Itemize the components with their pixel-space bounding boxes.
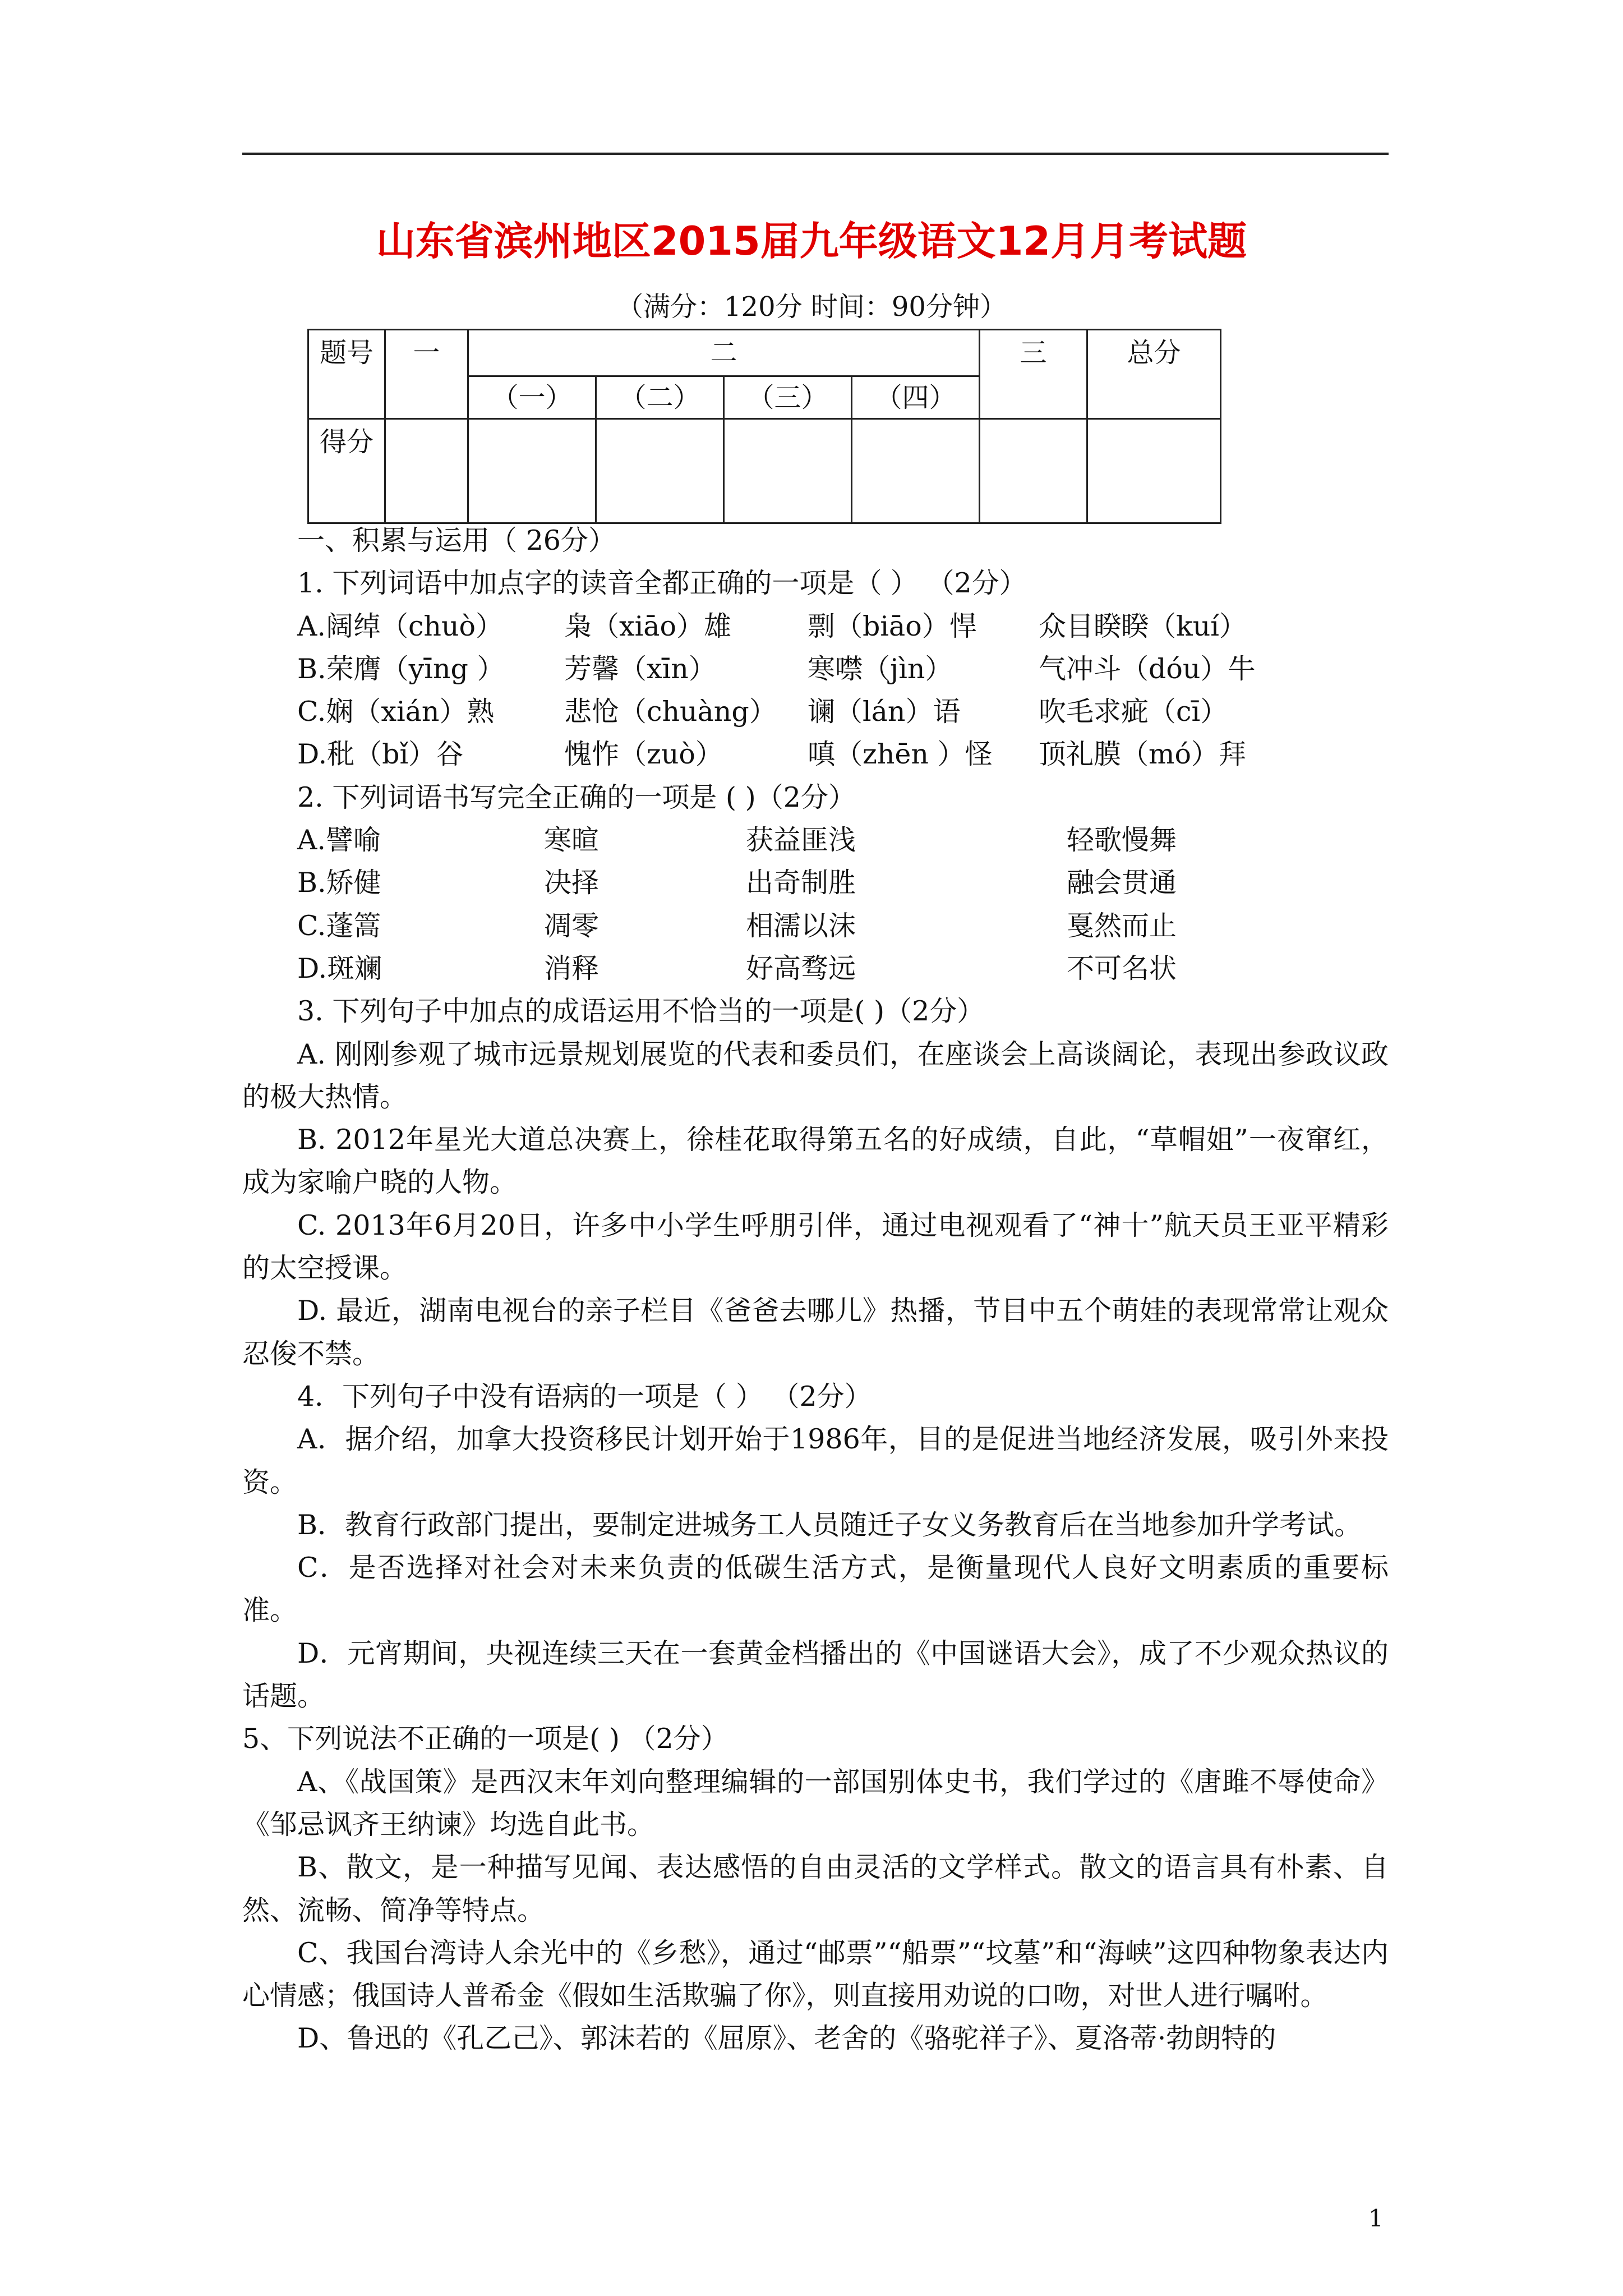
question-3-option: C. 2013年6月20日，许多中小学生呼朋引伴，通过电视观看了“神十”航天员王亚平精彩的太空授课。 <box>242 1209 1389 1285</box>
option-text: B.矫健 <box>297 867 381 899</box>
question-5-option: B、散文，是一种描写见闻、表达感悟的自由灵活的文学样式。散文的语言具有朴素、自然、流畅、简净等特点。 <box>242 1851 1389 1926</box>
exam-content <box>242 519 1389 2060</box>
question-1-option-row <box>242 648 1389 691</box>
question-2-option-row <box>242 905 1389 947</box>
sub-header-3: （三） <box>724 376 852 419</box>
option-text: 众目睽睽（kuí） <box>1039 610 1247 642</box>
option-text: 戛然而止 <box>1067 909 1177 942</box>
question-5-option: D、鲁迅的《孔乙己》、郭沫若的《屈原》、老舍的《骆驼祥子》、夏洛蒂·勃朗特的 <box>297 2022 1276 2055</box>
score-cell <box>468 419 596 523</box>
sub-header-2: （二） <box>596 376 724 419</box>
header-cell-part1: 一 <box>385 330 468 419</box>
exam-meta: （满分：120分 时间：90分钟） <box>616 291 1007 323</box>
sub-header-4: （四） <box>852 376 980 419</box>
question-4-stem: 4．下列句子中没有语病的一项是（ ） （2分） <box>297 1380 872 1412</box>
question-2-stem: 2. 下列词语书写完全正确的一项是 ( )（2分） <box>297 781 856 813</box>
option-text: 相濡以沫 <box>746 909 856 942</box>
score-cell <box>1087 419 1221 523</box>
option-text: 好高骛远 <box>746 952 856 984</box>
question-4-option: C．是否选择对社会对未来负责的低碳生活方式，是衡量现代人良好文明素质的重要标准。 <box>242 1552 1389 1627</box>
option-text: 剽（biāo）悍 <box>808 610 977 642</box>
header-cell-question-no: 题号 <box>308 330 385 419</box>
page-number: 1 <box>1368 2205 1384 2232</box>
header-cell-total: 总分 <box>1087 330 1221 419</box>
header-rule <box>242 153 1389 155</box>
question-5-option: C、我国台湾诗人余光中的《乡愁》，通过“邮票”“船票”“坟墓”和“海峡”这四种物象表达内心情感；俄国诗人普希金《假如生活欺骗了你》，则直接用劝说的口吻，对世人进行嘱咐。 <box>242 1936 1389 2012</box>
score-cell <box>980 419 1087 523</box>
question-2-option-row <box>242 819 1389 862</box>
option-text: 枭（xiāo）雄 <box>564 610 732 642</box>
question-3-stem: 3. 下列句子中加点的成语运用不恰当的一项是( )（2分） <box>297 995 985 1028</box>
option-text: 决择 <box>544 867 600 899</box>
score-label-cell: 得分 <box>308 419 385 523</box>
option-text: 出奇制胜 <box>746 867 856 899</box>
option-text: 谰（lán）语 <box>808 696 961 728</box>
option-text: D.斑斓 <box>297 952 382 984</box>
option-text: A.阔绰（chuò） <box>297 610 504 642</box>
page-title: 山东省滨州地区2015届九年级语文12月月考试题 <box>376 218 1247 264</box>
option-text: 嗔（zhēn ）怪 <box>808 738 993 771</box>
question-4-option: B．教育行政部门提出，要制定进城务工人员随迁子女义务教育后在当地参加升学考试。 <box>297 1508 1362 1541</box>
option-text: 吹毛求疵（cī） <box>1039 696 1228 728</box>
option-text: 顶礼膜（mó）拜 <box>1039 738 1246 771</box>
option-text: B.荣膺（yīng ） <box>297 652 505 685</box>
question-1-option-row <box>242 691 1389 733</box>
question-5-option: A、《战国策》是西汉末年刘向整理编辑的一部国别体史书，我们学过的《唐雎不辱使命》《邹忌讽齐王纳谏》均选自此书。 <box>242 1765 1389 1841</box>
question-3-option: A. 刚刚参观了城市远景规划展览的代表和委员们，在座谈会上高谈阔论，表现出参政议政的极大热情。 <box>242 1038 1389 1113</box>
header-cell-part2: 二 <box>468 330 980 376</box>
option-text: 消释 <box>544 952 600 984</box>
question-4-option: A．据介绍，加拿大投资移民计划开始于1986年，目的是促进当地经济发展，吸引外来投资。 <box>242 1423 1389 1498</box>
header-cell-part3: 三 <box>980 330 1087 419</box>
option-text: 轻歌慢舞 <box>1067 824 1177 857</box>
question-1-option-row <box>242 733 1389 776</box>
option-text: 愧怍（zuò） <box>564 738 723 771</box>
option-text: D.秕（bǐ）谷 <box>297 738 464 771</box>
option-text: A.譬喻 <box>297 824 381 857</box>
score-cell <box>724 419 852 523</box>
option-text: 凋零 <box>544 909 600 942</box>
question-2-option-row <box>242 947 1389 990</box>
score-cell <box>385 419 468 523</box>
question-3-option: D. 最近，湖南电视台的亲子栏目《爸爸去哪儿》热播，节目中五个萌娃的表现常常让观众忍俊不禁。 <box>242 1295 1389 1370</box>
question-3-option: B. 2012年星光大道总决赛上，徐桂花取得第五名的好成绩，自此，“草帽姐”一夜窜红，成为家喻户晓的人物。 <box>242 1124 1389 1199</box>
question-1-stem: 1. 下列词语中加点字的读音全都正确的一项是（ ） （2分） <box>297 567 1027 600</box>
option-text: 不可名状 <box>1067 952 1177 984</box>
option-text: 悲怆（chuàng） <box>564 696 777 728</box>
question-4-option: D．元宵期间，央视连续三天在一套黄金档播出的《中国谜语大会》，成了不少观众热议的话题。 <box>242 1637 1389 1713</box>
option-text: 融会贯通 <box>1067 867 1177 899</box>
option-text: 寒暄 <box>544 824 600 857</box>
option-text: C.蓬篙 <box>297 909 381 942</box>
option-text: 获益匪浅 <box>746 824 856 857</box>
option-text: 寒噤（jìn） <box>808 652 953 685</box>
sub-header-1: （一） <box>468 376 596 419</box>
question-5-stem: 5、下列说法不正确的一项是( ) （2分） <box>242 1723 728 1755</box>
section-heading: 一、积累与运用（ 26分） <box>297 524 616 556</box>
score-cell <box>852 419 980 523</box>
score-cell <box>596 419 724 523</box>
question-2-option-row <box>242 862 1389 904</box>
score-table <box>307 329 1221 524</box>
option-text: C.娴（xián）熟 <box>297 696 495 728</box>
question-1-option-row <box>242 605 1389 648</box>
option-text: 芳馨（xīn） <box>564 652 716 685</box>
option-text: 气冲斗（dóu）牛 <box>1039 652 1256 685</box>
